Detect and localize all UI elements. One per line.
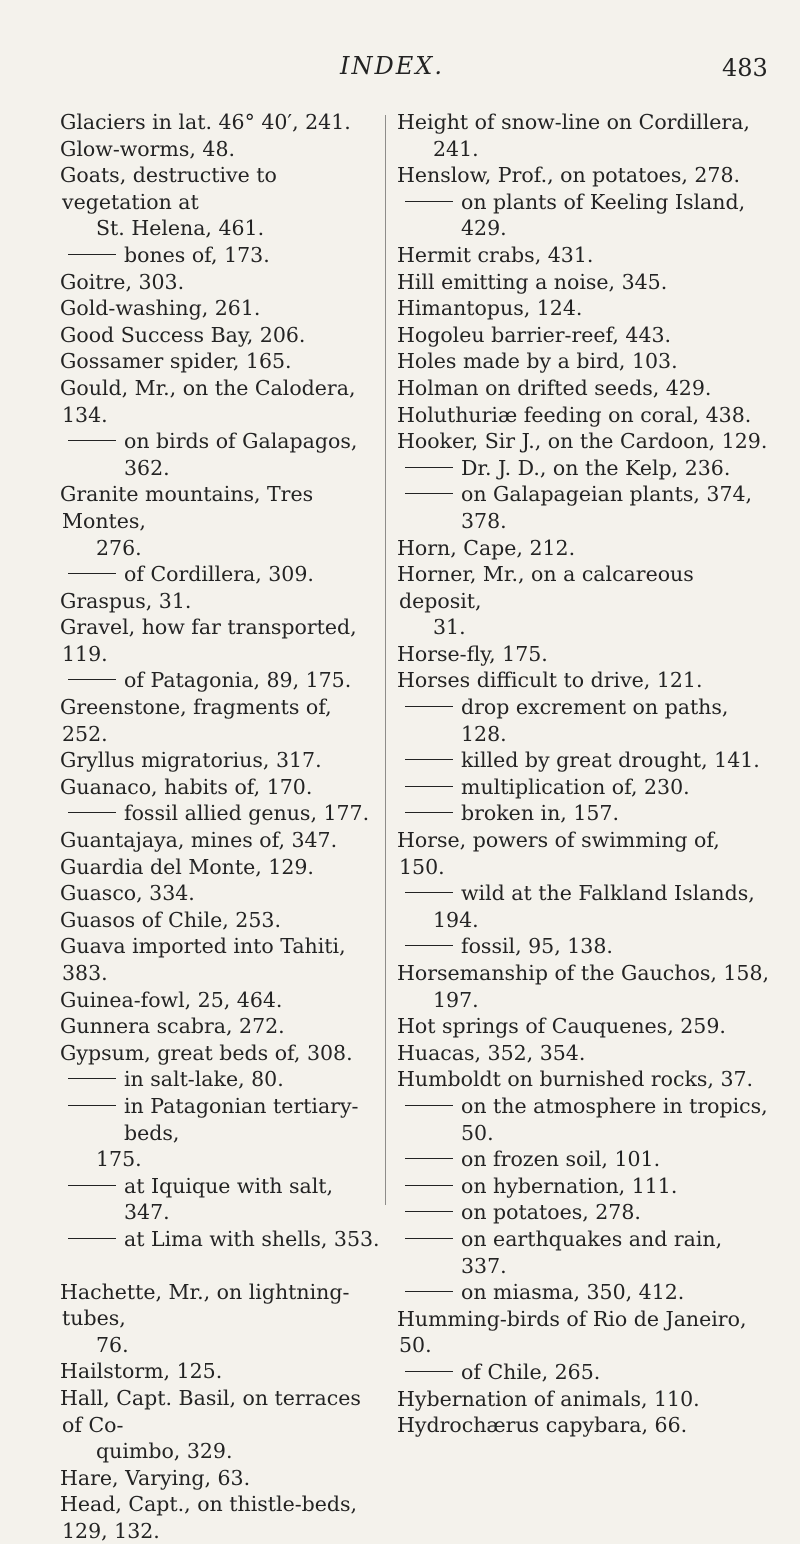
index-subentry-text: on the atmosphere in tropics, 50. bbox=[461, 1093, 768, 1145]
index-subentry bbox=[62, 428, 382, 481]
index-entry: Guava imported into Tahiti, 383. bbox=[60, 934, 346, 985]
index-subentry bbox=[62, 1093, 382, 1146]
index-subentry-text: on earthquakes and rain, 337. bbox=[461, 1226, 723, 1278]
index-entry: Guinea-fowl, 25, 464. bbox=[60, 987, 283, 1012]
index-subentry bbox=[399, 1199, 769, 1226]
index-entry: Humboldt on burnished rocks, 37. bbox=[397, 1067, 754, 1092]
index-subentry bbox=[62, 1066, 382, 1093]
index-subentry-text: fossil, 95, 138. bbox=[461, 934, 613, 959]
index-subentry bbox=[399, 1146, 769, 1173]
ditto-dash bbox=[68, 573, 116, 574]
index-subentry bbox=[62, 667, 382, 694]
index-subentry-text: on plants of Keeling Island, 429. bbox=[461, 189, 746, 241]
index-subentry-text: of Chile, 265. bbox=[461, 1359, 601, 1384]
ditto-dash bbox=[68, 1105, 116, 1106]
index-entry: Granite mountains, Tres Montes, bbox=[60, 482, 314, 533]
index-entry-continuation: 197. bbox=[433, 987, 479, 1012]
column-divider bbox=[385, 115, 386, 1205]
index-subentry-text: drop excrement on paths, 128. bbox=[461, 695, 729, 746]
index-subentry bbox=[399, 1226, 769, 1279]
index-subentry bbox=[399, 1093, 769, 1146]
index-entry: Head, Capt., on thistle-beds, 129, 132. bbox=[60, 1492, 358, 1543]
ditto-dash bbox=[405, 467, 453, 468]
index-subentry bbox=[399, 1279, 769, 1306]
ditto-dash bbox=[405, 706, 453, 707]
index-entry: Hill emitting a noise, 345. bbox=[397, 269, 668, 294]
index-entry: Hydrochærus capybara, 66. bbox=[397, 1413, 688, 1438]
index-subentry-text: on potatoes, 278. bbox=[461, 1200, 641, 1225]
index-entry: Huacas, 352, 354. bbox=[397, 1040, 586, 1065]
ditto-dash bbox=[405, 1211, 453, 1212]
ditto-dash bbox=[405, 759, 453, 760]
index-subentry-text: multiplication of, 230. bbox=[461, 774, 690, 799]
index-entry: Hermit crabs, 431. bbox=[397, 242, 594, 267]
index-subentry-text: of Patagonia, 89, 175. bbox=[124, 668, 352, 693]
index-subentry-text: on miasma, 350, 412. bbox=[461, 1280, 685, 1305]
ditto-dash bbox=[405, 201, 453, 202]
index-entry: Holuthuriæ feeding on coral, 438. bbox=[397, 402, 752, 427]
index-entry: Glaciers in lat. 46° 40′, 241. bbox=[60, 110, 351, 134]
page-header bbox=[0, 50, 800, 90]
index-entry: Horsemanship of the Gauchos, 158, bbox=[397, 961, 770, 985]
index-subentry bbox=[62, 800, 382, 827]
ditto-dash bbox=[405, 1291, 453, 1292]
index-subentry-text: broken in, 157. bbox=[461, 801, 619, 826]
section-gap bbox=[62, 1253, 382, 1279]
index-entry: Horn, Cape, 212. bbox=[397, 535, 576, 560]
index-entry: Hooker, Sir J., on the Cardoon, 129. bbox=[397, 429, 768, 454]
index-entry: Gunnera scabra, 272. bbox=[60, 1014, 285, 1039]
index-entry: Holes made by a bird, 103. bbox=[397, 349, 678, 374]
index-entry: Gravel, how far transported, 119. bbox=[60, 615, 357, 666]
index-entry: Guanaco, habits of, 170. bbox=[60, 774, 313, 799]
index-subentry bbox=[62, 242, 382, 269]
index-entry: Gossamer spider, 165. bbox=[60, 349, 292, 374]
index-entry: Greenstone, fragments of, 252. bbox=[60, 695, 332, 746]
index-entry: Guasos of Chile, 253. bbox=[60, 907, 281, 932]
index-entry: Gryllus migratorius, 317. bbox=[60, 748, 322, 773]
index-subentry-text: fossil allied genus, 177. bbox=[124, 801, 370, 826]
index-subentry-text: on Galapageian plants, 374, 378. bbox=[461, 482, 753, 533]
index-subentry-text: in Patagonian tertiary-beds, bbox=[124, 1093, 359, 1145]
ditto-dash bbox=[405, 1185, 453, 1186]
index-entry: Gold-washing, 261. bbox=[60, 296, 261, 321]
index-entry: Horses difficult to drive, 121. bbox=[397, 668, 703, 693]
index-entry: Guasco, 334. bbox=[60, 881, 195, 906]
index-column-left bbox=[62, 109, 382, 1544]
ditto-dash bbox=[68, 1185, 116, 1186]
ditto-dash bbox=[68, 440, 116, 441]
index-entry-continuation: quimbo, 329. bbox=[96, 1439, 233, 1464]
index-entry: Gypsum, great beds of, 308. bbox=[60, 1040, 353, 1065]
index-entry: Gould, Mr., on the Calodera, 134. bbox=[60, 375, 356, 427]
index-entry-continuation: 276. bbox=[96, 535, 142, 560]
ditto-dash bbox=[405, 1371, 453, 1372]
index-subentry bbox=[399, 694, 769, 747]
index-entry: Goats, destructive to vegetation at bbox=[60, 163, 277, 214]
index-entry-continuation: 76. bbox=[96, 1332, 129, 1357]
index-entry: Horse-fly, 175. bbox=[397, 641, 548, 666]
ditto-dash bbox=[405, 1105, 453, 1106]
index-entry: Horse, powers of swimming of, 150. bbox=[397, 828, 720, 879]
ditto-dash bbox=[68, 812, 116, 813]
ditto-dash bbox=[405, 786, 453, 787]
index-subentry bbox=[62, 1226, 382, 1253]
index-subentry bbox=[399, 747, 769, 774]
index-subentry bbox=[399, 774, 769, 801]
index-subentry-text: of Cordillera, 309. bbox=[124, 562, 314, 587]
index-entry: Hall, Capt. Basil, on terraces of Co- bbox=[60, 1385, 361, 1437]
index-entry: Hare, Varying, 63. bbox=[60, 1465, 251, 1490]
index-subentry-text: on frozen soil, 101. bbox=[461, 1147, 661, 1172]
ditto-dash bbox=[68, 679, 116, 680]
ditto-dash bbox=[405, 1238, 453, 1239]
ditto-dash bbox=[405, 945, 453, 946]
index-subentry bbox=[399, 880, 769, 907]
index-entry: Glow-worms, 48. bbox=[60, 136, 236, 161]
index-subentry bbox=[399, 189, 769, 242]
index-entry: Guardia del Monte, 129. bbox=[60, 854, 314, 879]
ditto-dash bbox=[405, 1158, 453, 1159]
index-entry: Good Success Bay, 206. bbox=[60, 322, 306, 347]
index-entry-continuation: 175. bbox=[96, 1147, 142, 1172]
index-subentry bbox=[399, 481, 769, 534]
ditto-dash bbox=[405, 493, 453, 494]
index-entry: Goitre, 303. bbox=[60, 269, 185, 294]
index-entry-continuation: 31. bbox=[433, 615, 466, 640]
index-subentry bbox=[399, 455, 769, 482]
ditto-dash bbox=[68, 1238, 116, 1239]
index-subentry-text: wild at the Falkland Islands, bbox=[461, 881, 755, 906]
index-entry: Humming-birds of Rio de Janeiro, 50. bbox=[397, 1306, 747, 1358]
ditto-dash bbox=[405, 812, 453, 813]
index-entry: Horner, Mr., on a calcareous deposit, bbox=[397, 562, 694, 613]
ditto-dash bbox=[405, 892, 453, 893]
ditto-dash bbox=[68, 1078, 116, 1079]
index-subentry bbox=[62, 561, 382, 588]
index-column-right bbox=[399, 109, 769, 1439]
index-subentry-text: in salt-lake, 80. bbox=[124, 1067, 284, 1092]
index-subentry-text: bones of, 173. bbox=[124, 242, 270, 267]
index-subentry bbox=[399, 1359, 769, 1386]
index-subentry-text: on hybernation, 111. bbox=[461, 1173, 678, 1198]
index-entry: Holman on drifted seeds, 429. bbox=[397, 375, 712, 400]
page-number: 483 bbox=[722, 54, 768, 82]
index-subentry-text: at Lima with shells, 353. bbox=[124, 1226, 380, 1251]
index-subentry-text: on birds of Galapagos, 362. bbox=[124, 429, 358, 480]
index-entry-continuation: 194. bbox=[433, 907, 479, 932]
index-entry: Hot springs of Cauquenes, 259. bbox=[397, 1014, 726, 1039]
index-entry: Himantopus, 124. bbox=[397, 296, 583, 321]
index-subentry bbox=[399, 933, 769, 960]
running-title: INDEX. bbox=[340, 52, 444, 80]
index-subentry bbox=[62, 1173, 382, 1226]
index-subentry-text: at Iquique with salt, 347. bbox=[124, 1173, 334, 1225]
index-entry: Hogoleu barrier-reef, 443. bbox=[397, 322, 672, 347]
index-entry: Graspus, 31. bbox=[60, 588, 192, 613]
index-subentry bbox=[399, 800, 769, 827]
index-entry: Hailstorm, 125. bbox=[60, 1359, 223, 1384]
index-subentry bbox=[399, 1173, 769, 1200]
index-entry: Guantajaya, mines of, 347. bbox=[60, 828, 338, 853]
ditto-dash bbox=[68, 254, 116, 255]
index-entry: Height of snow-line on Cordillera, bbox=[397, 110, 750, 134]
index-subentry-text: killed by great drought, 141. bbox=[461, 748, 760, 773]
index-entry-continuation: 241. bbox=[433, 136, 479, 161]
index-entry: Hybernation of animals, 110. bbox=[397, 1386, 700, 1411]
index-subentry-text: Dr. J. D., on the Kelp, 236. bbox=[461, 455, 731, 480]
index-entry-continuation: St. Helena, 461. bbox=[96, 216, 265, 241]
index-entry: Henslow, Prof., on potatoes, 278. bbox=[397, 163, 741, 188]
index-entry: Hachette, Mr., on lightning-tubes, bbox=[60, 1279, 350, 1331]
